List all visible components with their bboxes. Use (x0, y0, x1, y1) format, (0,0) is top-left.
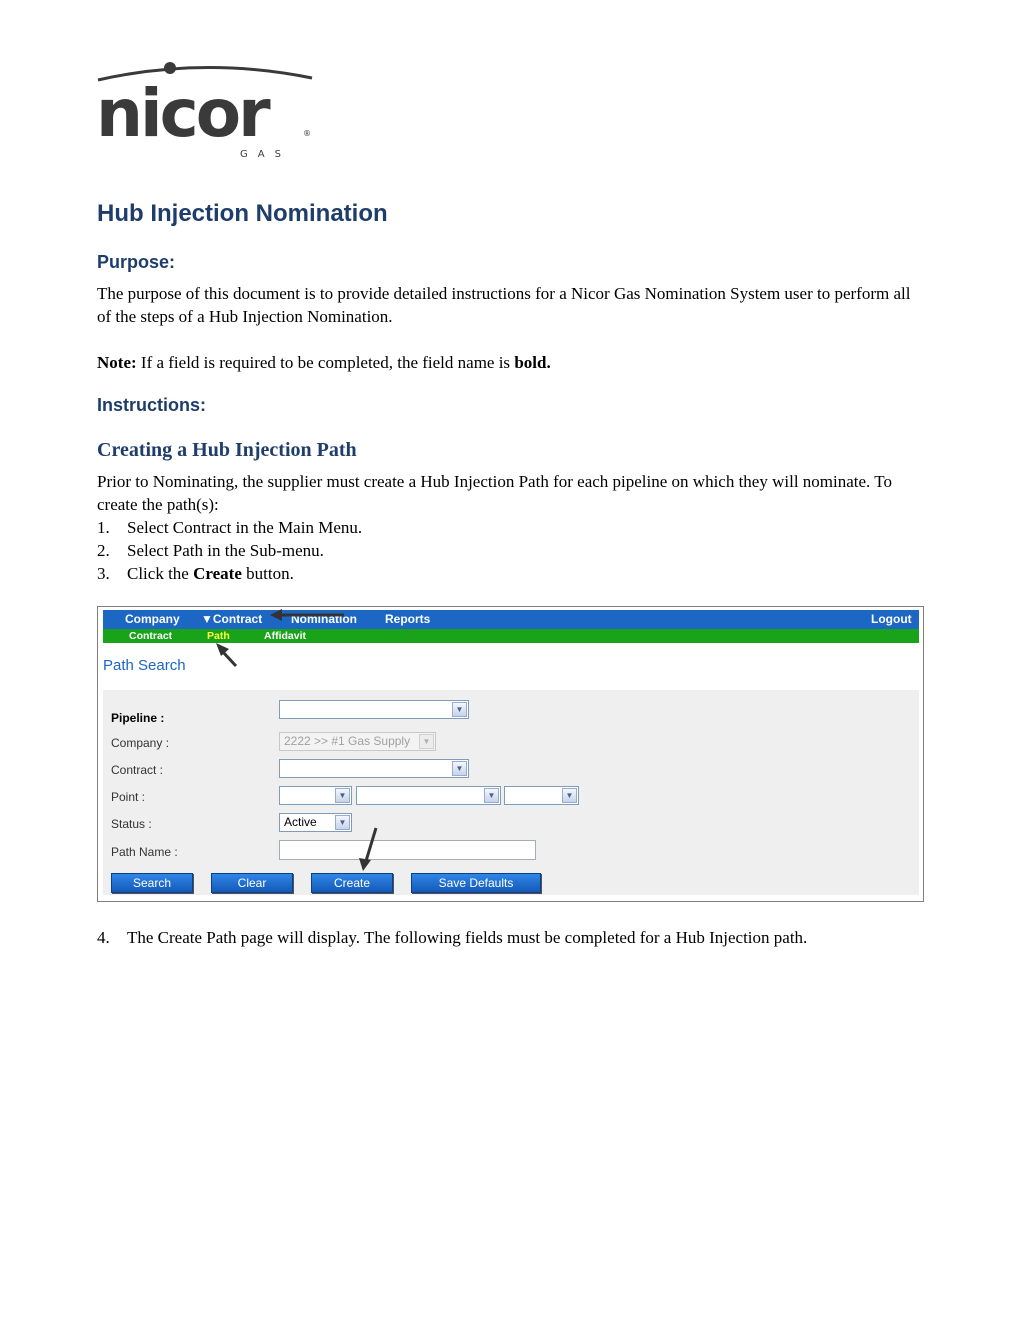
chevron-down-icon: ▼ (452, 761, 467, 776)
chevron-down-icon: ▼ (335, 815, 350, 830)
list-item: 1. Select Contract in the Main Menu. (97, 518, 363, 537)
search-button[interactable]: Search (111, 873, 193, 893)
list-item: 2. Select Path in the Sub-menu. (97, 541, 324, 560)
section-heading: Creating a Hub Injection Path (97, 439, 357, 461)
chevron-down-icon: ▼ (335, 788, 350, 803)
chevron-down-icon: ▼ (562, 788, 577, 803)
menu-reports[interactable]: Reports (385, 612, 431, 626)
path-search-screenshot (97, 606, 924, 902)
nicor-gas-logo (94, 58, 316, 160)
contract-label: Contract : (111, 763, 164, 777)
contract-select[interactable] (279, 759, 469, 778)
sub-menu (103, 629, 919, 643)
save-defaults-button[interactable]: Save Defaults (411, 873, 541, 893)
status-select[interactable]: Active ▼ (279, 813, 352, 832)
path-name-input[interactable] (279, 840, 536, 860)
main-menu (103, 610, 919, 629)
chevron-down-icon: ▼ (452, 702, 467, 717)
intro-paragraph: Prior to Nominating, the supplier must create a Hub Injection Path for each pipeline on which they will nominate. To create the path(s): (97, 472, 892, 514)
steps-list-continued (97, 926, 927, 949)
path-name-label: Path Name : (111, 845, 178, 859)
steps-list (97, 516, 927, 585)
list-item: 4. The Create Path page will display. The following fields must be completed for a Hub Injection path. (97, 928, 808, 947)
menu-company[interactable]: Company (125, 612, 180, 626)
point-select-3[interactable] (504, 786, 579, 805)
clear-button[interactable]: Clear (211, 873, 293, 893)
status-label: Status : (111, 817, 152, 831)
pipeline-label: Pipeline : (111, 711, 165, 725)
instructions-heading: Instructions: (97, 395, 207, 415)
purpose-heading: Purpose: (97, 252, 176, 272)
menu-logout[interactable]: Logout (871, 612, 912, 626)
submenu-affidavit[interactable]: Affidavit (264, 630, 306, 642)
menu-contract[interactable]: ▼Contract (201, 612, 263, 626)
arrow-to-path-icon (216, 643, 236, 666)
purpose-paragraph: The purpose of this document is to provide detailed instructions for a Nicor Gas Nomination System user to perform all of the steps of a Hub Injection Nomination. (97, 284, 911, 326)
logo-wordmark: nicor (96, 75, 268, 152)
chevron-down-icon: ▼ (419, 734, 434, 749)
point-select-1[interactable] (279, 786, 352, 805)
pipeline-select[interactable] (279, 700, 469, 719)
document-title: Hub Injection Nomination (97, 200, 388, 227)
company-label: Company : (111, 736, 170, 750)
search-form (103, 690, 919, 895)
submenu-contract[interactable]: Contract (129, 630, 173, 642)
menu-nomination[interactable]: Nomination (291, 612, 357, 626)
logo-subtext: GAS (240, 149, 291, 160)
svg-text:®: ® (303, 129, 311, 138)
company-select: 2222 >> #1 Gas Supply ▼ (279, 732, 436, 751)
point-label: Point : (111, 790, 146, 804)
note-paragraph: Note: If a field is required to be completed, the field name is bold. (97, 353, 551, 372)
page-title: Path Search (103, 657, 186, 674)
point-select-2[interactable] (356, 786, 501, 805)
create-button[interactable]: Create (311, 873, 393, 893)
list-item: 3. Click the Create button. (97, 564, 294, 583)
chevron-down-icon: ▼ (484, 788, 499, 803)
submenu-path[interactable]: Path (207, 630, 230, 642)
